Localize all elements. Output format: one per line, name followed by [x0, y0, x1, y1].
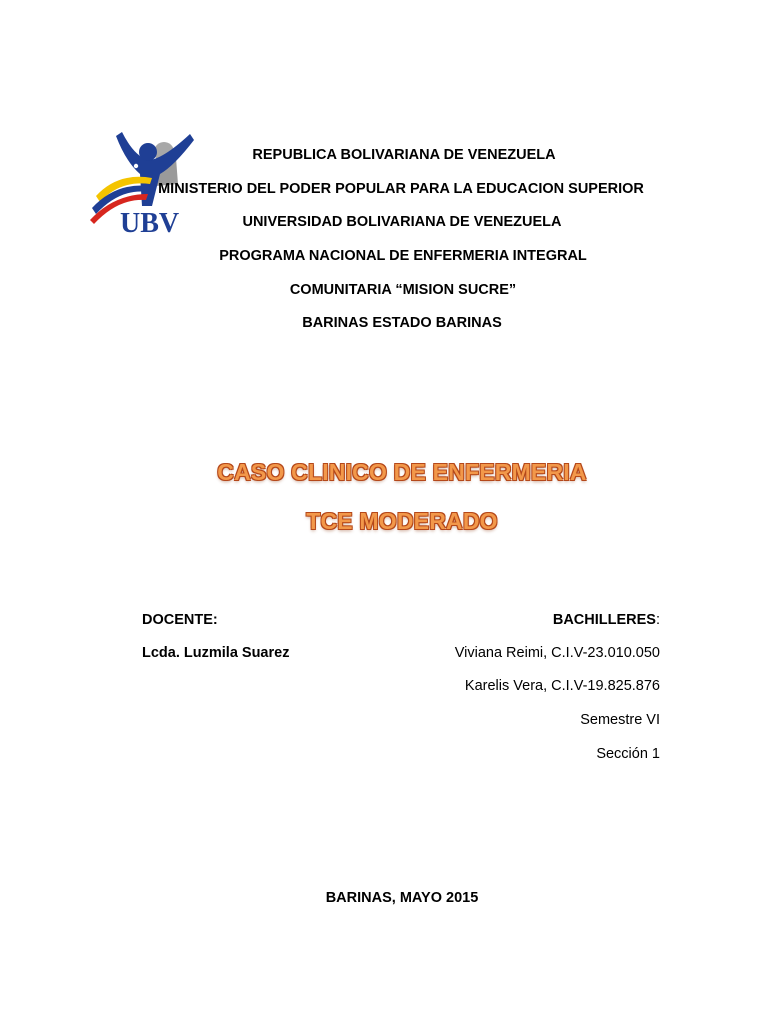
document-title: CASO CLINICO DE ENFERMERIA	[217, 459, 587, 485]
bachilleres-label: BACHILLERES	[552, 612, 656, 628]
docente-label: DOCENTE:	[142, 612, 218, 628]
header-line-program: PROGRAMA NACIONAL DE ENFERMERIA INTEGRAL	[219, 248, 587, 264]
header-line-republic: REPUBLICA BOLIVARIANA DE VENEZUELA	[252, 147, 556, 163]
semester: Semestre VI	[580, 712, 660, 728]
document-subtitle: TCE MODERADO	[306, 508, 498, 534]
header-line-university: UNIVERSIDAD BOLIVARIANA DE VENEZUELA	[242, 214, 562, 230]
student-2: Karelis Vera, C.I.V-19.825.876	[464, 678, 660, 694]
bachilleres-colon: :	[655, 612, 660, 628]
section: Sección 1	[596, 746, 660, 762]
student-1: Viviana Reimi, C.I.V-23.010.050	[454, 645, 660, 661]
bachilleres-label-row	[553, 611, 660, 629]
header-line-ministry: MINISTERIO DEL PODER POPULAR PARA LA EDUCACION SUPERIOR	[158, 181, 644, 197]
docente-name: Lcda. Luzmila Suarez	[142, 645, 290, 661]
header-line-location: BARINAS ESTADO BARINAS	[302, 315, 502, 331]
header-line-mission: COMUNITARIA “MISION SUCRE”	[289, 282, 517, 298]
place-date: BARINAS, MAYO 2015	[325, 890, 479, 906]
ubv-logo-text: UBV	[120, 208, 180, 238]
